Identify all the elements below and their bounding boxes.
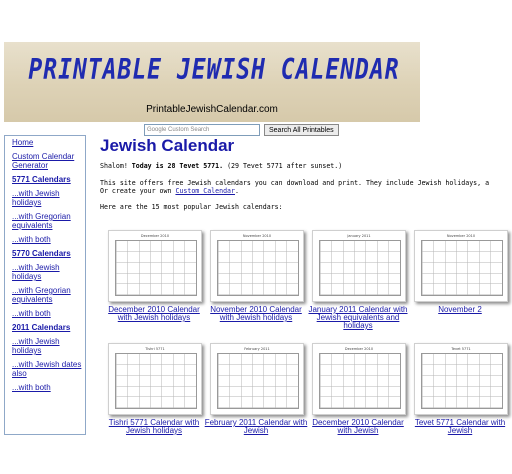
calendar-thumbnail[interactable] [312,343,406,415]
calendar-caption-text: December 2010 Calendar with Jewish [312,418,404,435]
calendar-caption-text: Tishri 5771 Calendar with Jewish holidays [108,418,200,435]
thumbnail-month: Tishri 5771 [145,347,165,351]
sidebar-item-5771-both[interactable]: ...with both [12,235,51,244]
calendar-caption-link[interactable] [102,419,206,435]
sidebar [4,135,86,435]
site-banner[interactable] [4,42,420,122]
thumbnail-month: January 2011 [347,234,371,238]
custom-calendar-link[interactable]: Custom Calendar [175,187,235,195]
sidebar-item-5771-holidays[interactable]: ...with Jewish holidays [12,189,60,207]
search-input[interactable]: Google Custom Search [144,124,260,136]
thumbnail-grid [421,240,503,296]
banner-url: PrintableJewishCalendar.com [146,104,278,115]
calendar-caption-text: January 2011 Calendar with Jewish equivalents and holidays [308,305,408,330]
calendar-thumbnail[interactable] [414,230,508,302]
sidebar-item-5770[interactable]: 5770 Calendars [12,249,71,258]
calendar-caption-link[interactable] [102,306,206,322]
calendar-thumbnail[interactable] [312,230,406,302]
calendar-caption-text: February 2011 Calendar with Jewish [204,418,308,435]
calendar-thumbnail[interactable] [210,230,304,302]
intro-period: . [235,187,239,195]
thumbnail-grid [319,240,401,296]
sidebar-item-5771-gregorian[interactable]: ...with Gregorian equivalents [12,212,71,230]
sidebar-item-2011-jewish-dates[interactable]: ...with Jewish dates also [12,360,82,378]
sidebar-item-home[interactable]: Home [12,138,34,147]
thumbnail-grid [217,240,299,296]
thumbnail-month: November 2010 [446,234,476,238]
calendar-thumbnail[interactable] [414,343,508,415]
thumbnail-month: Tevet 5771 [451,347,471,351]
calendar-caption-link[interactable] [306,306,410,330]
today-line [100,162,474,170]
sidebar-item-5770-gregorian[interactable]: ...with Gregorian equivalents [12,286,71,304]
calendar-caption-text: November 2010 Calendar with Jewish holidays [210,305,302,322]
intro-text: Or create your own [100,187,172,195]
calendar-thumbnail[interactable] [210,343,304,415]
page-title: Jewish Calendar [100,136,235,155]
thumbnail-grid [115,353,197,409]
calendar-caption-text: Tevet 5771 Calendar with Jewish [414,418,506,435]
today-date: Today is 28 Tevet 5771. [131,162,224,170]
thumbnail-month: November 2010 [242,234,272,238]
thumbnail-month: February 2011 [244,347,270,351]
banner-title: PRINTABLE JEWISH CALENDAR [28,53,400,87]
thumbnail-grid [319,353,401,409]
sidebar-item-2011[interactable]: 2011 Calendars [12,323,71,332]
calendar-caption-text: November 2 [438,305,482,314]
intro-line-1: This site offers free Jewish calendars you can download and print. They include Jewish holidays, a [100,179,490,187]
calendar-thumbnail[interactable] [108,343,202,415]
main-content [100,136,490,211]
search-button[interactable]: Search All Printables [264,124,339,136]
popular-heading: Here are the 15 most popular Jewish calendars: [100,203,283,211]
thumbnail-grid [421,353,503,409]
shalom-text: Shalom! [100,162,128,170]
thumbnail-grid [217,353,299,409]
sidebar-item-2011-holidays[interactable]: ...with Jewish holidays [12,337,60,355]
calendar-caption-link[interactable] [408,419,512,435]
calendar-caption-link[interactable] [204,306,308,322]
thumbnail-month: December 2010 [344,347,374,351]
calendar-caption-text: December 2010 Calendar with Jewish holidays [108,305,200,322]
calendar-caption-link[interactable] [204,419,308,435]
search-bar [144,124,339,136]
thumbnail-grid [115,240,197,296]
sidebar-item-custom-calendar[interactable]: Custom Calendar Generator [12,152,75,170]
intro-line-2 [100,187,474,195]
today-after-sunset: (29 Tevet 5771 after sunset.) [227,162,343,170]
calendar-caption-link[interactable] [306,419,410,435]
sidebar-item-5771[interactable]: 5771 Calendars [12,175,71,184]
sidebar-item-5770-both[interactable]: ...with both [12,309,51,318]
sidebar-item-2011-both[interactable]: ...with both [12,383,51,392]
thumbnail-month: December 2010 [140,234,170,238]
calendar-caption-link[interactable] [408,306,512,314]
calendar-thumbnail[interactable] [108,230,202,302]
sidebar-item-5770-holidays[interactable]: ...with Jewish holidays [12,263,60,281]
